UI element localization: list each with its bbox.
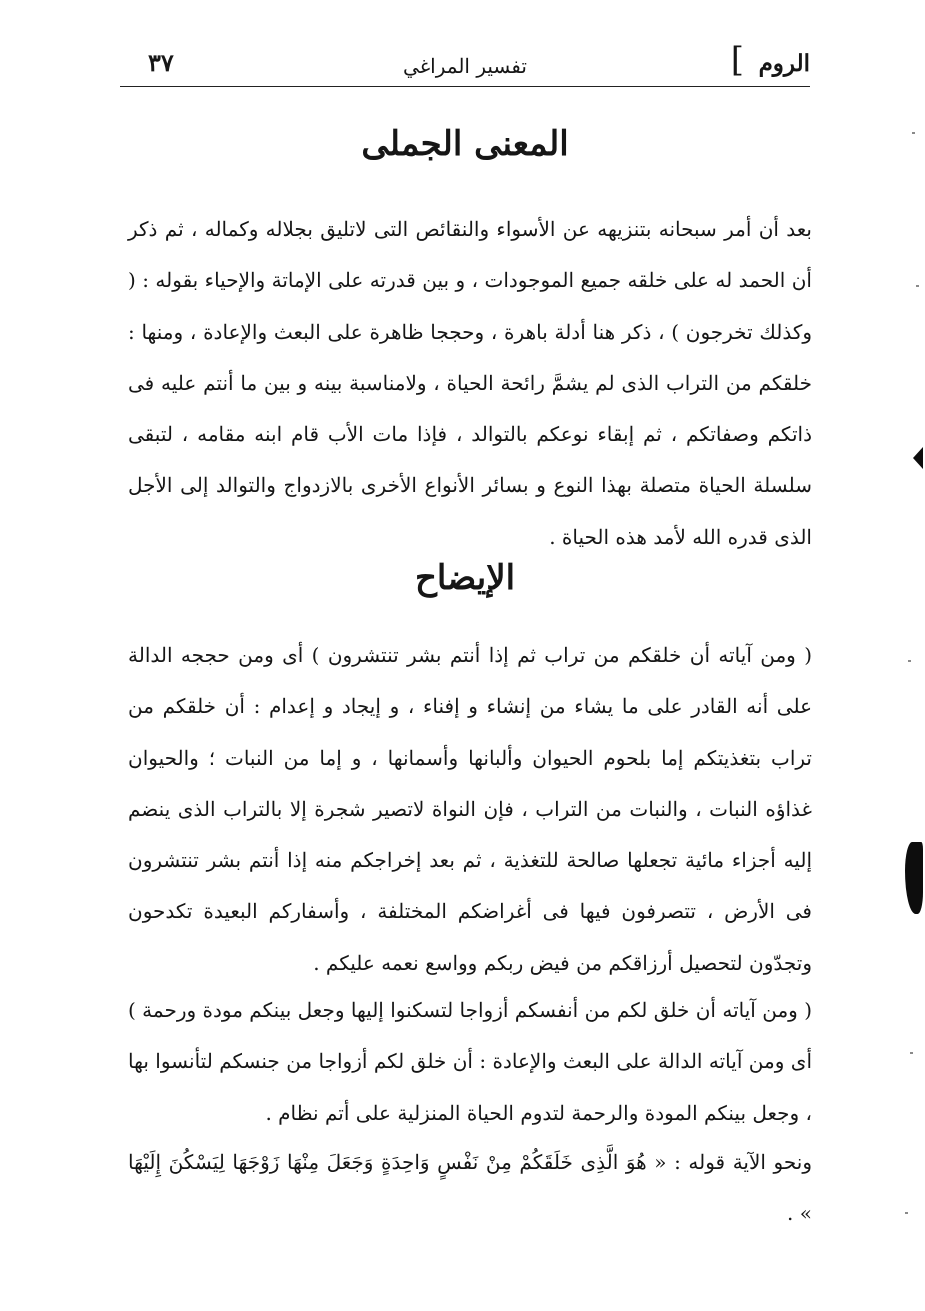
section-heading-explanation: الإيضاح (414, 558, 516, 598)
scan-speck (912, 132, 915, 134)
summary-paragraph: بعد أن أمر سبحانه بتنزيهه عن الأسواء والنقائص التى لاتليق بجلاله وكماله ، ثم ذكر أن الحمد له على خلقه جميع الموجودات ، و بين قدرته على الإماتة والإحياء بقوله : ( وكذلك تخرجون ) ، ذكر هنا أدلة باهرة ، وحججا ظاهرة على البعث والإعادة ، ومنها : خلقكم من التراب الذى لم يشمَّ رائحة الحياة ، ولامناسبة بينه و بين ما أنتم عليه فى ذاتكم وصفاتكم ، ثم إبقاء نوعكم بالتوالد ، فإذا مات الأب قام ابنه مقامه ، لتبقى سلسلة الحياة متصلة بهذا النوع و بسائر الأنواع الأخرى بالازدواج والتوالد إلى الأجل الذى قدره الله لأمد هذه الحياة . (128, 217, 812, 549)
scan-speck (905, 1212, 908, 1214)
margin-ink-mark-small (913, 447, 923, 469)
section-heading-summary: المعنى الجملى (361, 124, 569, 164)
explanation-paragraph-2: ( ومن آياته أن خلق لكم من أنفسكم أزواجا لتسكنوا إليها وجعل بينكم مودة ورحمة ) أى ومن آياته الدالة على البعث والإعادة : أن خلق لكم أزواجا من جنسكم لتأنسوا بها ، وجعل بينكم المودة والرحمة لتدوم الحياة المنزلية على أتم نظام . (128, 998, 813, 1125)
surah-name: الروم (758, 50, 810, 77)
page-number: ٣٧ (148, 48, 174, 77)
book-title: تفسير المراغي (403, 54, 527, 78)
header-bracket: ] (730, 40, 744, 80)
scan-speck (910, 1052, 913, 1054)
margin-ink-blot (905, 842, 923, 914)
scan-speck (916, 285, 919, 287)
explanation-paragraph-3: ونحو الآية قوله : « هُوَ الَّذِى خَلَقَكُمْ مِنْ نَفْسٍ وَاحِدَةٍ وَجَعَلَ مِنْهَا زَوْجَهَا لِيَسْكُنَ إِلَيْهَا » . (128, 1150, 812, 1226)
scan-speck (908, 660, 911, 662)
explanation-paragraph-1: ( ومن آياته أن خلقكم من تراب ثم إذا أنتم بشر تنتشرون ) أى ومن حججه الدالة على أنه القادر على ما يشاء من إنشاء و إفناء ، و إيجاد و إعدام : أن خلقكم من تراب بتغذيتكم إما بلحوم الحيوان وألبانها وأسمانها ، و إما من النبات ؛ والحيوان غذاؤه النبات ، والنبات من التراب ، فإن النواة لاتصير شجرة إلا بالتراب الذى ينضم إليه أجزاء مائية تجعلها صالحة للتغذية ، ثم بعد إخراجكم منه إذا أنتم بشر تنتشرون فى الأرض ، تتصرفون فيها فى أغراضكم المختلفة ، وأسفاركم البعيدة تكدحون وتجدّون لتحصيل أرزاقكم من فيض ربكم وواسع نعمه عليكم . (128, 643, 812, 975)
running-header (120, 42, 810, 87)
